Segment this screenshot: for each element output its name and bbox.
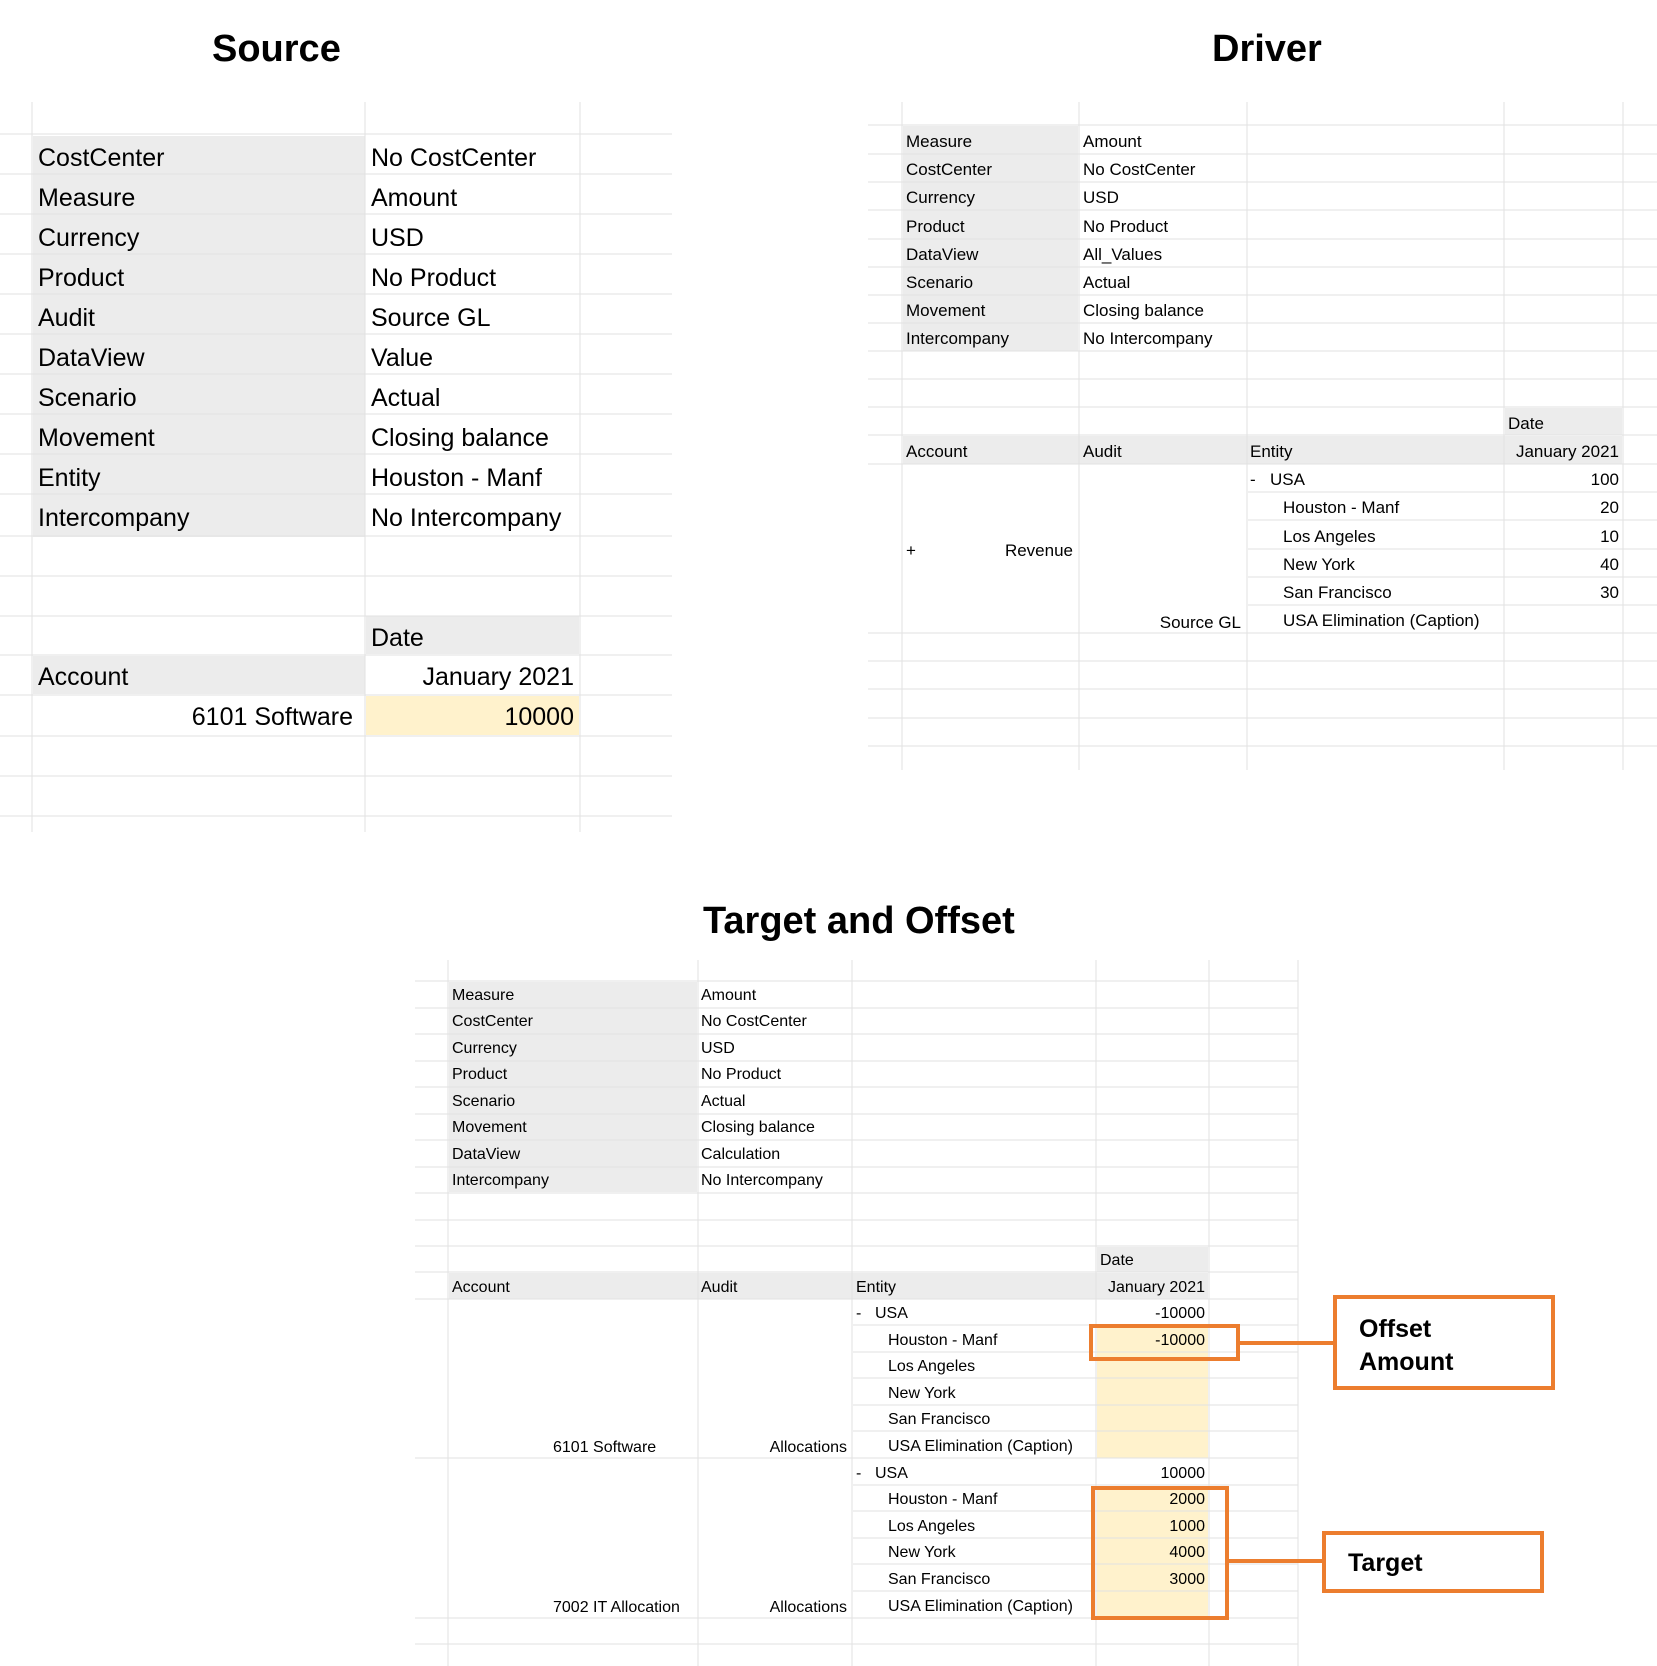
- driver-period-header: January 2021: [1515, 442, 1619, 461]
- pov-member[interactable]: No Intercompany: [371, 504, 562, 532]
- target-value[interactable]: 10000: [1160, 1465, 1205, 1482]
- pov-member[interactable]: No CostCenter: [371, 144, 537, 172]
- pov-dim: Product: [906, 217, 965, 236]
- collapse-icon[interactable]: -: [1250, 470, 1256, 489]
- pov-member[interactable]: No Product: [1083, 217, 1169, 236]
- pov-dim: Currency: [906, 188, 975, 207]
- pov-dim: CostCenter: [38, 144, 165, 172]
- driver-value[interactable]: 100: [1590, 470, 1619, 489]
- pov-dim: Entity: [38, 464, 101, 492]
- pov-dim: Audit: [38, 304, 95, 332]
- target-entity: Houston - Manf: [888, 1332, 998, 1349]
- collapse-icon[interactable]: -: [856, 1465, 862, 1482]
- driver-value[interactable]: 10: [1600, 527, 1619, 546]
- driver-value[interactable]: 20: [1600, 498, 1619, 517]
- target-value[interactable]: 1000: [1169, 1518, 1205, 1535]
- target-entity: Houston - Manf: [888, 1491, 998, 1508]
- driver-entity: Houston - Manf: [1283, 498, 1400, 517]
- driver-date-label: Date: [1508, 414, 1544, 433]
- pov-member[interactable]: Closing balance: [701, 1119, 815, 1136]
- pov-dim: DataView: [38, 344, 145, 372]
- source-row-value[interactable]: 10000: [504, 703, 574, 731]
- pov-member[interactable]: USD: [1083, 188, 1119, 207]
- target-audit: Allocations: [769, 1439, 847, 1456]
- target-entity: San Francisco: [888, 1411, 991, 1428]
- target-entity: Los Angeles: [888, 1518, 976, 1535]
- target-value[interactable]: 3000: [1169, 1571, 1205, 1588]
- pov-member[interactable]: No CostCenter: [701, 1013, 807, 1030]
- target-account: 7002 IT Allocation: [553, 1599, 680, 1616]
- target-audit-header: Audit: [701, 1279, 738, 1296]
- driver-entity: San Francisco: [1283, 583, 1392, 602]
- pov-member[interactable]: Amount: [371, 184, 458, 212]
- pov-dim: CostCenter: [906, 160, 992, 179]
- driver-account-header: Account: [906, 442, 968, 461]
- source-date-label: Date: [371, 624, 424, 652]
- target-entity: New York: [888, 1544, 956, 1561]
- target-date-label: Date: [1100, 1252, 1134, 1269]
- driver-value[interactable]: 40: [1600, 555, 1619, 574]
- pov-dim: Currency: [452, 1040, 517, 1057]
- collapse-icon[interactable]: -: [856, 1305, 862, 1322]
- pov-dim: Intercompany: [452, 1172, 549, 1189]
- driver-value[interactable]: 30: [1600, 583, 1619, 602]
- pov-dim: Scenario: [38, 384, 137, 412]
- pov-member[interactable]: Actual: [701, 1093, 746, 1110]
- target-account: 6101 Software: [553, 1439, 657, 1456]
- pov-member[interactable]: Closing balance: [1083, 301, 1204, 320]
- pov-dim: Scenario: [452, 1093, 516, 1110]
- pov-dim: Movement: [906, 301, 986, 320]
- pov-dim: Product: [452, 1066, 508, 1083]
- target-entity: Los Angeles: [888, 1358, 976, 1375]
- pov-dim: Intercompany: [38, 504, 190, 532]
- pov-member[interactable]: USD: [701, 1040, 735, 1057]
- pov-member[interactable]: Amount: [1083, 132, 1142, 151]
- pov-member[interactable]: Value: [371, 344, 434, 372]
- pov-dim: Product: [38, 264, 125, 292]
- driver-entity: New York: [1283, 555, 1355, 574]
- driver-title: Driver: [1212, 28, 1322, 70]
- pov-dim: Intercompany: [906, 329, 1009, 348]
- source-period-header: January 2021: [422, 663, 574, 691]
- driver-account: Revenue: [1004, 541, 1073, 560]
- source-account-label: Account: [38, 663, 129, 691]
- target-value[interactable]: 2000: [1169, 1491, 1205, 1508]
- source-row-account: 6101 Software: [191, 703, 353, 731]
- target-entity-header: Entity: [856, 1279, 897, 1296]
- pov-member[interactable]: Closing balance: [371, 424, 549, 452]
- target-entity: USA: [875, 1465, 908, 1482]
- pov-dim: Movement: [452, 1119, 527, 1136]
- offset-amount-callout: [1333, 1295, 1555, 1390]
- target-entity: USA: [875, 1305, 908, 1322]
- pov-member[interactable]: No Product: [371, 264, 497, 292]
- driver-entity: USA: [1270, 470, 1305, 489]
- pov-member[interactable]: No Product: [701, 1066, 782, 1083]
- pov-dim: Measure: [906, 132, 973, 151]
- target-entity: USA Elimination (Caption): [888, 1598, 1073, 1615]
- target-value[interactable]: -10000: [1155, 1305, 1205, 1322]
- target-title: Target and Offset: [703, 900, 1015, 942]
- pov-member[interactable]: USD: [371, 224, 424, 252]
- pov-member[interactable]: Actual: [371, 384, 441, 412]
- pov-dim: Scenario: [906, 273, 974, 292]
- target-account-header: Account: [452, 1279, 510, 1296]
- source-title: Source: [212, 28, 341, 70]
- driver-entity-header: Entity: [1250, 442, 1293, 461]
- pov-member[interactable]: No Intercompany: [701, 1172, 823, 1189]
- pov-dim: Measure: [38, 184, 136, 212]
- target-callout-text: Target: [1348, 1549, 1423, 1577]
- pov-dim: DataView: [906, 245, 979, 264]
- pov-member[interactable]: Houston - Manf: [371, 464, 542, 492]
- driver-entity: Los Angeles: [1283, 527, 1376, 546]
- pov-dim: Movement: [38, 424, 155, 452]
- pov-member[interactable]: No CostCenter: [1083, 160, 1196, 179]
- target-value[interactable]: -10000: [1155, 1332, 1205, 1349]
- driver-audit-header: Audit: [1083, 442, 1122, 461]
- pov-dim: Measure: [452, 987, 515, 1004]
- pov-dim: CostCenter: [452, 1013, 533, 1030]
- target-entity: New York: [888, 1385, 956, 1402]
- pov-member[interactable]: All_Values: [1083, 245, 1163, 264]
- target-audit: Allocations: [769, 1599, 847, 1616]
- target-entity: USA Elimination (Caption): [888, 1438, 1073, 1455]
- driver-entity: USA Elimination (Caption): [1283, 611, 1480, 630]
- offset-amount-callout-text: Offset Amount: [1359, 1315, 1454, 1376]
- pov-member[interactable]: No Intercompany: [1083, 329, 1213, 348]
- target-entity: San Francisco: [888, 1571, 991, 1588]
- expand-icon[interactable]: +: [906, 541, 916, 560]
- target-value[interactable]: 4000: [1169, 1544, 1205, 1561]
- pov-member[interactable]: Calculation: [701, 1146, 781, 1163]
- pov-member[interactable]: Actual: [1083, 273, 1131, 292]
- pov-dim: Currency: [38, 224, 140, 252]
- target-callout: [1322, 1531, 1544, 1593]
- driver-audit: Source GL: [1159, 613, 1241, 632]
- target-period-header: January 2021: [1108, 1279, 1205, 1296]
- pov-member[interactable]: Source GL: [371, 304, 491, 332]
- pov-member[interactable]: Amount: [701, 987, 757, 1004]
- pov-dim: DataView: [452, 1146, 521, 1163]
